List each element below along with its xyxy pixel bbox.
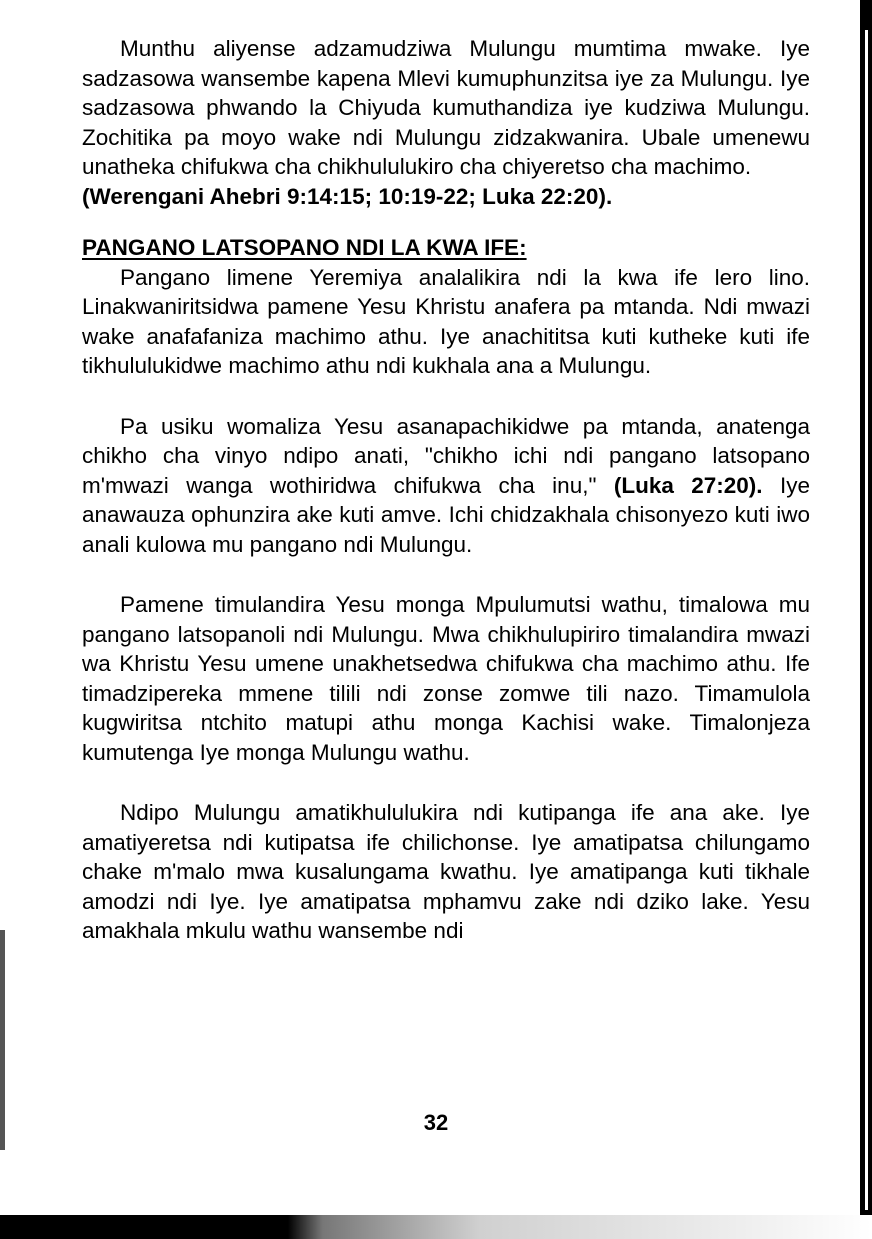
scan-left-mark [0,930,5,1150]
scripture-reference: (Luka 27:20). [613,472,763,498]
page-number: 32 [423,1110,449,1135]
paragraph-covenant [82,263,810,381]
paragraph-intro-text: Munthu aliyense adzamudziwa Mulungu mumtima mwake. Iye sadzasowa wansembe kapena Mlevi kumuphunzitsa iye za Mulungu. Iye sadzasowa phwando la Chiyuda kumuthandiza iye kudziwa Mulungu. Zochitika pa moyo wake ndi Mulungu zidzakwanira. Ubale umenewu unatheka chifukwa cha chikhululukiro cha chiyeretso cha machimo. [82,36,810,179]
paragraph-covenant-text: Pangano limene Yeremiya analalikira ndi la kwa ife lero lino. Linakwaniritsidwa pamene Yesu Khristu anafera pa mtanda. Ndi mwazi wake anafafaniza machimo athu. Iye anachititsa kuti kutheke kuti ife tikhululukidwe machimo athu ndi kukhala ana a Mulungu. [82,264,810,378]
section-heading-colon: : [519,235,527,260]
section-heading [82,233,810,263]
paragraph-receiving-jesus [82,590,810,767]
scan-bottom-edge [0,1215,872,1239]
paragraph-intro [82,34,810,211]
paragraph-receiving-jesus-text: Pamene timulandira Yesu monga Mpulumutsi wathu, timalowa mu pangano latsopanoli ndi Mulungu. Mwa chikhulupiriro timalandira mwazi wa Khristu Yesu umene unakhetsedwa chifukwa cha machimo athu. Ife timadzipereka mmene tilili ndi zonse zomwe tili nazo. Timamulola kugwiritsa ntchito matupi athu monga Kachisi wake. Timalonjeza kumutenga Iye monga Mulungu wathu. [82,592,810,765]
scripture-reference: (Werengani Ahebri 9:14:15; 10:19-22; Luka 22:20). [82,183,613,209]
paragraph-forgiveness [82,798,810,946]
paragraph-last-supper-text: Pa usiku womaliza Yesu asanapachikidwe pa mtanda, anatenga chikho cha vinyo ndipo anati, "chikho ichi ndi pangano latsopano m'mwazi wanga wothiridwa chifukwa cha inu," [82,413,810,498]
page-content [82,34,810,946]
scan-right-edge-gap [865,30,868,1210]
paragraph-forgiveness-text: Ndipo Mulungu amatikhululukira ndi kutipanga ife ana ake. Iye amatiyeretsa ndi kutipatsa ife chilichonse. Iye amatipatsa chilungamo chake m'malo mwa kusalungama kwathu. Iye amatipanga kuti tikhale amodzi ndi Iye. Iye amatipatsa mphamvu zake ndi dziko lake. Yesu amakhala mkulu wathu wansembe ndi [82,800,810,943]
paragraph-last-supper [82,412,810,560]
section-heading-text: PANGANO LATSOPANO NDI LA KWA IFE [82,235,520,260]
paragraph-last-supper-text-after: Iye anawauza ophunzira ake kuti amve. Ichi chidzakhala chisonyezo kuti iwo anali kulowa mu pangano ndi Mulungu. [82,472,810,557]
